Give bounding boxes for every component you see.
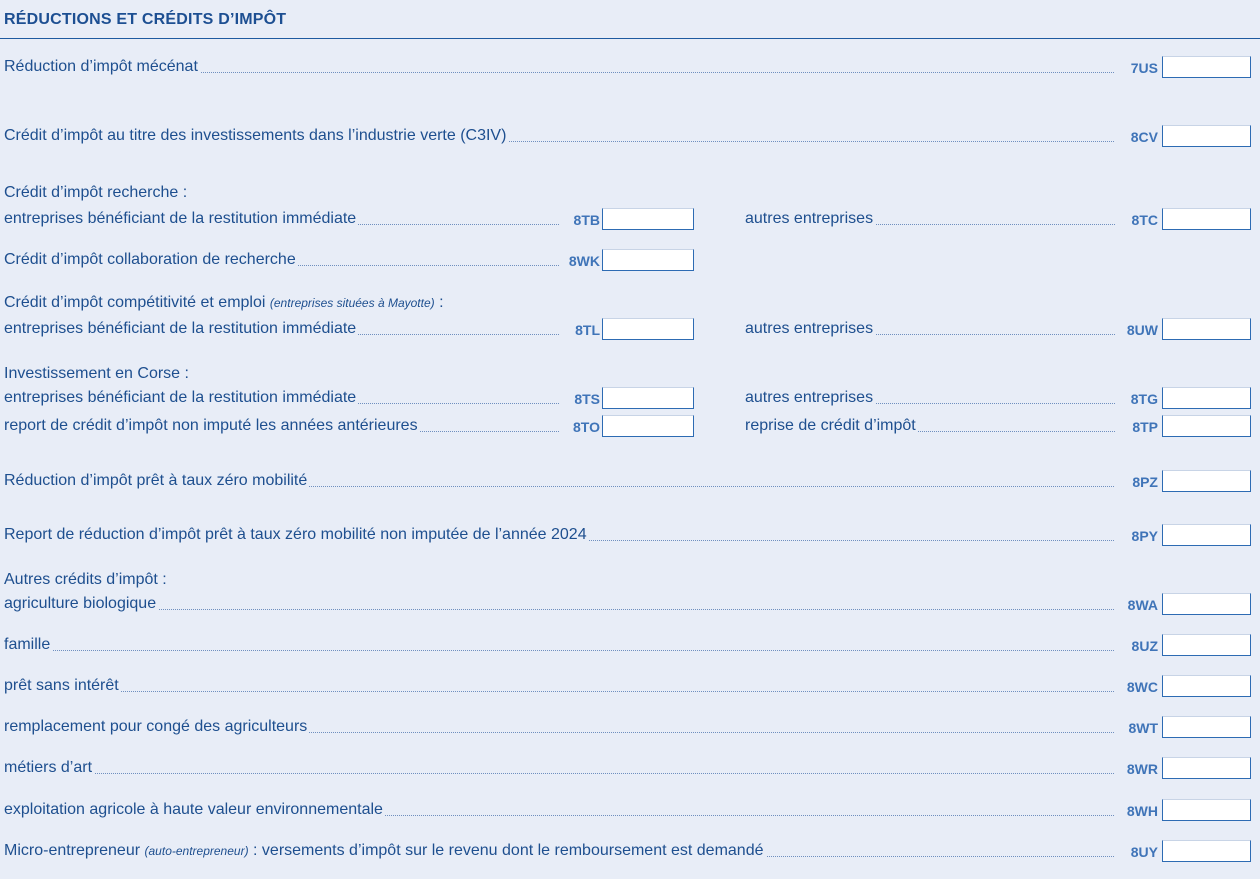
row-label: exploitation agricole à haute valeur environnementale — [4, 801, 383, 818]
field-code: 8WK — [566, 253, 600, 269]
row-ptz-report — [4, 522, 1251, 546]
row-label: remplacement pour congé des agriculteurs — [4, 718, 308, 735]
row-recherche-restitution — [4, 206, 694, 230]
row-label: autres entreprises — [745, 320, 874, 337]
field-code: 8WR — [1124, 761, 1158, 777]
cice-heading-text: Crédit d’impôt compétitivité et emploi — [4, 294, 266, 311]
field-code: 8TP — [1129, 419, 1158, 435]
field-code: 7US — [1128, 60, 1158, 76]
field-code: 8TB — [571, 212, 600, 228]
row-label: prêt sans intérêt — [4, 677, 119, 694]
field-code: 8WT — [1125, 720, 1158, 736]
input-8WK[interactable] — [602, 249, 694, 271]
recherche-heading: Crédit d’impôt recherche : — [4, 184, 188, 201]
section-title: RÉDUCTIONS ET CRÉDITS D’IMPÔT — [4, 11, 287, 28]
field-code: 8WA — [1125, 597, 1158, 613]
row-agriculture — [4, 591, 1251, 615]
row-corse-autres — [745, 385, 1251, 409]
input-8PZ[interactable] — [1162, 470, 1251, 492]
input-8UZ[interactable] — [1162, 634, 1251, 656]
input-8TS[interactable] — [602, 387, 694, 409]
row-label: autres entreprises — [745, 210, 874, 227]
field-code: 8TC — [1129, 212, 1158, 228]
row-hve — [4, 797, 1251, 821]
field-code: 8WC — [1124, 679, 1158, 695]
input-8WC[interactable] — [1162, 675, 1251, 697]
cice-heading — [4, 294, 444, 312]
input-8UY[interactable] — [1162, 840, 1251, 862]
field-code: 8UZ — [1129, 638, 1158, 654]
row-mecenat — [4, 54, 1251, 78]
row-label: entreprises bénéficiant de la restitution immédiate — [4, 320, 357, 337]
input-8WA[interactable] — [1162, 593, 1251, 615]
field-code: 8TS — [571, 391, 600, 407]
cice-heading-note: (entreprises situées à Mayotte) — [269, 296, 435, 310]
row-label: report de crédit d’impôt non imputé les années antérieures — [4, 417, 418, 434]
row-label: famille — [4, 636, 51, 653]
field-code: 8TO — [570, 419, 600, 435]
row-label: agriculture biologique — [4, 595, 157, 612]
row-recherche-autres — [745, 206, 1251, 230]
row-label: Report de réduction d’impôt prêt à taux zéro mobilité non imputée de l’année 2024 — [4, 526, 587, 543]
row-c3iv — [4, 123, 1251, 147]
row-label: métiers d’art — [4, 759, 93, 776]
row-famille — [4, 632, 1251, 656]
row-label: Réduction d’impôt prêt à taux zéro mobilité — [4, 472, 308, 489]
row-pret — [4, 673, 1251, 697]
row-corse-reprise — [745, 413, 1251, 437]
input-8CV[interactable] — [1162, 125, 1251, 147]
row-remplacement — [4, 714, 1251, 738]
row-corse-report — [4, 413, 694, 437]
input-8UW[interactable] — [1162, 318, 1251, 340]
row-label: entreprises bénéficiant de la restitution immédiate — [4, 210, 357, 227]
row-label: Crédit d’impôt au titre des investissements dans l’industrie verte (C3IV) — [4, 127, 507, 144]
row-cice-autres — [745, 316, 1251, 340]
micro-label: Micro-entrepreneur — [4, 842, 141, 859]
micro-note: (auto-entrepreneur) — [144, 844, 249, 858]
micro-rest: : versements d’impôt sur le revenu dont le remboursement est demandé — [248, 842, 764, 859]
field-code: 8UY — [1128, 844, 1158, 860]
input-7US[interactable] — [1162, 56, 1251, 78]
input-8TB[interactable] — [602, 208, 694, 230]
input-8PY[interactable] — [1162, 524, 1251, 546]
field-code: 8PY — [1129, 528, 1158, 544]
row-label: reprise de crédit d’impôt — [745, 417, 916, 434]
input-8WR[interactable] — [1162, 757, 1251, 779]
row-label: autres entreprises — [745, 389, 874, 406]
input-8TG[interactable] — [1162, 387, 1251, 409]
row-corse-restitution — [4, 385, 694, 409]
input-8TP[interactable] — [1162, 415, 1251, 437]
field-code: 8WH — [1124, 803, 1158, 819]
row-label: Réduction d’impôt mécénat — [4, 58, 198, 75]
input-8WT[interactable] — [1162, 716, 1251, 738]
cice-heading-colon: : — [434, 294, 444, 311]
row-micro — [4, 838, 1251, 862]
field-code: 8PZ — [1129, 474, 1158, 490]
input-8TL[interactable] — [602, 318, 694, 340]
row-metiers — [4, 755, 1251, 779]
section-header — [0, 0, 1260, 39]
field-code: 8CV — [1128, 129, 1158, 145]
row-collaboration — [4, 247, 694, 271]
field-code: 8TG — [1128, 391, 1158, 407]
row-label: entreprises bénéficiant de la restitution immédiate — [4, 389, 357, 406]
autres-heading: Autres crédits d’impôt : — [4, 571, 167, 588]
field-code: 8TL — [572, 322, 600, 338]
row-ptz — [4, 468, 1251, 492]
row-label: Crédit d’impôt collaboration de recherche — [4, 251, 296, 268]
corse-heading: Investissement en Corse : — [4, 365, 189, 382]
row-label — [4, 842, 766, 860]
input-8TC[interactable] — [1162, 208, 1251, 230]
input-8TO[interactable] — [602, 415, 694, 437]
input-8WH[interactable] — [1162, 799, 1251, 821]
field-code: 8UW — [1124, 322, 1158, 338]
row-cice-restitution — [4, 316, 694, 340]
